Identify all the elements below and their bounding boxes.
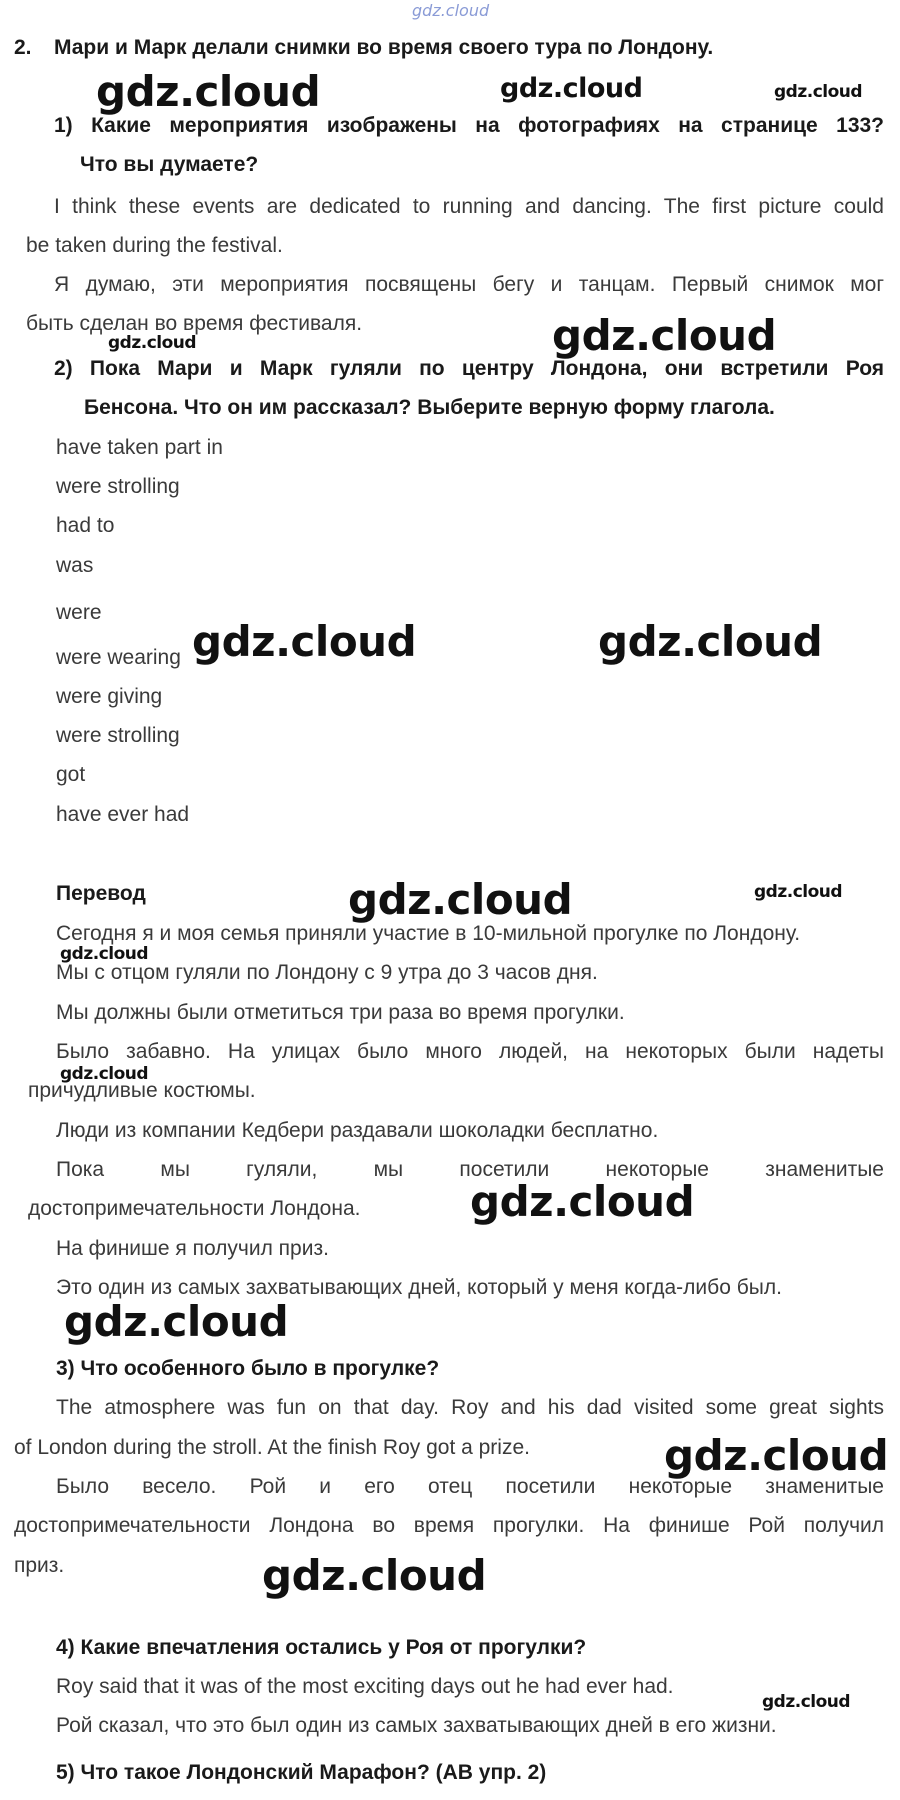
exercise-number: 2. (14, 36, 32, 59)
watermark: gdz.cloud (754, 882, 843, 902)
answer-item: were strolling (56, 475, 180, 498)
section3-answer-en-line1: The atmosphere was fun on that day. Roy and his dad visited some great sights (56, 1396, 884, 1419)
section1-question-line1: 1) Какие мероприятия изображены на фотографиях на странице 133? (54, 114, 884, 137)
section1-answer-en-line1: I think these events are dedicated to running and dancing. The first picture could (54, 195, 884, 218)
answer-item: was (56, 554, 94, 577)
translation-paragraph: Сегодня я и моя семья приняли участие в 10-мильной прогулке по Лондону. (56, 922, 801, 945)
section2-question-line1: 2) Пока Мари и Марк гуляли по центру Лондона, они встретили Роя (54, 357, 884, 380)
watermark: gdz.cloud (598, 617, 823, 666)
watermark: gdz.cloud (96, 67, 321, 116)
section4-answer-ru: Рой сказал, что это был один из самых захватывающих дней в его жизни. (56, 1714, 777, 1737)
watermark: gdz.cloud (348, 875, 573, 924)
section4-question: 4) Какие впечатления остались у Роя от прогулки? (56, 1636, 587, 1659)
watermark: gdz.cloud (108, 333, 197, 353)
answer-item: were giving (56, 685, 163, 708)
answer-item: were (56, 601, 102, 624)
watermark: gdz.cloud (64, 1297, 289, 1346)
watermark: gdz.cloud (762, 1692, 851, 1712)
answer-item: have ever had (56, 803, 190, 826)
translation-paragraph: Пока мы гуляли, мы посетили некоторые знаменитые (56, 1158, 884, 1181)
section3-question: 3) Что особенного было в прогулке? (56, 1357, 440, 1380)
section2-question-line2: Бенсона. Что он им рассказал? Выберите верную форму глагола. (84, 396, 775, 419)
translation-paragraph: Мы с отцом гуляли по Лондону с 9 утра до 3 часов дня. (56, 961, 598, 984)
section3-answer-ru-line1: Было весело. Рой и его отец посетили некоторые знаменитые (56, 1475, 884, 1498)
watermark: gdz.cloud (470, 1177, 695, 1226)
watermark: gdz.cloud (60, 1064, 149, 1084)
section1-answer-ru-line1: Я думаю, эти мероприятия посвящены бегу и танцам. Первый снимок мог (54, 273, 884, 296)
translation-paragraph: Было забавно. На улицах было много людей, на некоторых были надеты (56, 1040, 884, 1063)
section3-answer-ru-line3: приз. (14, 1554, 65, 1577)
answer-item: were strolling (56, 724, 180, 747)
section3-answer-en-line2: of London during the stroll. At the finish Roy got a prize. (14, 1436, 530, 1459)
section5-question: 5) Что такое Лондонский Марафон? (AB упр. 2) (56, 1761, 547, 1784)
translation-paragraph: причудливые костюмы. (28, 1079, 256, 1102)
watermark: gdz.cloud (664, 1431, 889, 1480)
watermark: gdz.cloud (552, 311, 777, 360)
exercise-title: Мари и Марк делали снимки во время своего тура по Лондону. (54, 36, 714, 59)
section4-answer-en: Roy said that it was of the most exciting days out he had ever had. (56, 1675, 674, 1698)
section3-answer-ru-line2: достопримечательности Лондона во время прогулки. На финише Рой получил (14, 1514, 884, 1537)
translation-paragraph: Люди из компании Кедбери раздавали шоколадки бесплатно. (56, 1119, 659, 1142)
translation-paragraph: Мы должны были отметиться три раза во время прогулки. (56, 1001, 625, 1024)
watermark: gdz.cloud (60, 944, 149, 964)
answer-item: had to (56, 514, 115, 537)
translation-paragraph: Это один из самых захватывающих дней, который у меня когда-либо был. (56, 1276, 782, 1299)
header-watermark: gdz.cloud (412, 1, 490, 20)
section1-question-line2: Что вы думаете? (80, 153, 259, 176)
translation-heading: Перевод (56, 882, 146, 905)
watermark: gdz.cloud (774, 82, 863, 102)
translation-paragraph: достопримечательности Лондона. (28, 1197, 361, 1220)
section1-answer-en-line2: be taken during the festival. (26, 234, 283, 257)
section1-answer-ru-line2: быть сделан во время фестиваля. (26, 312, 363, 335)
watermark: gdz.cloud (192, 617, 417, 666)
answer-item: have taken part in (56, 436, 223, 459)
watermark: gdz.cloud (262, 1551, 487, 1600)
watermark: gdz.cloud (500, 73, 643, 104)
answer-item: were wearing (56, 646, 181, 669)
answer-item: got (56, 763, 86, 786)
translation-paragraph: На финише я получил приз. (56, 1237, 329, 1260)
